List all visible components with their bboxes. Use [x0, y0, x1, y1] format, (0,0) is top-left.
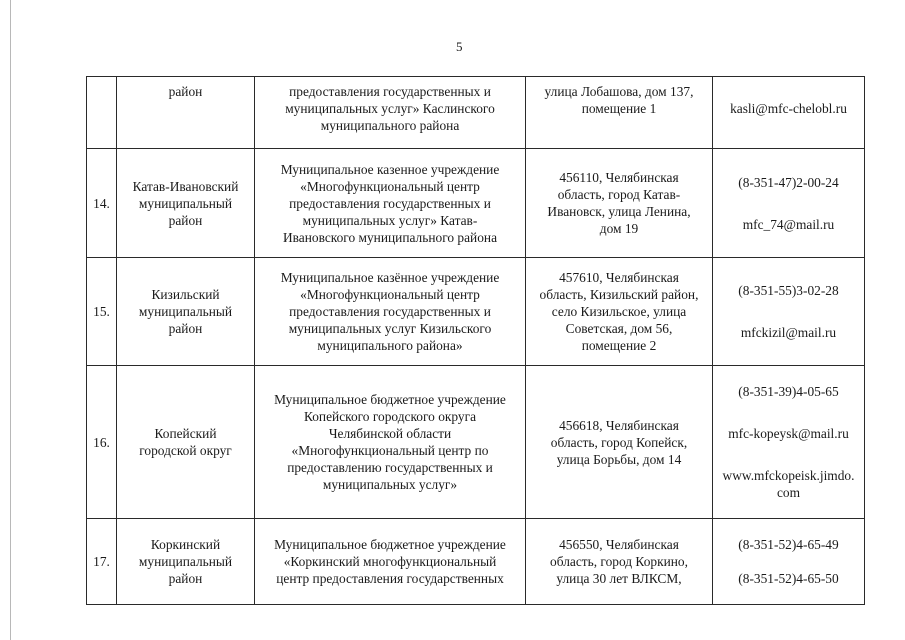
- address-cell: улица Лобашова, дом 137, помещение 1: [526, 77, 713, 149]
- website-text: www.mfckopeisk.jimdo. com: [722, 468, 855, 500]
- row-number-cell: 14.: [87, 149, 117, 258]
- phone-text: (8-351-52)4-65-49: [738, 537, 839, 552]
- address-cell: 456550, Челябинская область, город Коркино, улица 30 лет ВЛКСМ,: [526, 519, 713, 605]
- institution-cell: Муниципальное казённое учреждение «Многофункциональный центр предоставления государственных и муниципальных услуг Кизильского муниципального района»: [255, 258, 526, 366]
- contacts-cell: [713, 366, 865, 519]
- row-number-cell: 17.: [87, 519, 117, 605]
- table-row: [87, 366, 865, 519]
- contacts-cell: [713, 258, 865, 366]
- municipality-cell: район: [117, 77, 255, 149]
- address-cell: 457610, Челябинская область, Кизильский район, село Кизильское, улица Советская, дом 56, помещение 2: [526, 258, 713, 366]
- institution-cell: Муниципальное бюджетное учреждение Копейского городского округа Челябинской области «Многофункциональный центр по предоставлению государственных и муниципальных услуг»: [255, 366, 526, 519]
- email-text: mfckizil@mail.ru: [740, 325, 837, 340]
- table-row: [87, 519, 865, 605]
- mfc-table: [86, 76, 865, 605]
- row-number-cell: 16.: [87, 366, 117, 519]
- scan-edge-line: [10, 0, 11, 640]
- address-cell: 456110, Челябинская область, город Катав- Ивановск, улица Ленина, дом 19: [526, 149, 713, 258]
- row-number-cell: [87, 77, 117, 149]
- table-row: [87, 258, 865, 366]
- municipality-cell: Копейский городской округ: [117, 366, 255, 519]
- table-row: [87, 149, 865, 258]
- email-text: mfc_74@mail.ru: [742, 216, 835, 232]
- municipality-cell: Катав-Ивановский муниципальный район: [117, 149, 255, 258]
- phone-text: (8-351-39)4-05-65: [738, 384, 839, 399]
- contacts-cell: [713, 519, 865, 605]
- row-number-cell: 15.: [87, 258, 117, 366]
- address-cell: 456618, Челябинская область, город Копейск, улица Борьбы, дом 14: [526, 366, 713, 519]
- contacts-cell: [713, 77, 865, 149]
- contacts-cell: [713, 149, 865, 258]
- phone-text: (8-351-47)2-00-24: [738, 174, 839, 190]
- email-text: mfc-kopeysk@mail.ru: [728, 426, 849, 441]
- phone-text: (8-351-52)4-65-50: [738, 571, 839, 586]
- municipality-cell: Кизильский муниципальный район: [117, 258, 255, 366]
- email-text: kasli@mfc-chelobl.ru: [730, 101, 847, 116]
- institution-cell: Муниципальное бюджетное учреждение «Коркинский многофункциональный центр предоставления государственных: [255, 519, 526, 605]
- page-number: 5: [456, 39, 463, 54]
- phone-text: (8-351-55)3-02-28: [738, 283, 839, 298]
- table-row: [87, 77, 865, 149]
- institution-cell: предоставления государственных и муниципальных услуг» Каслинского муниципального района: [255, 77, 526, 149]
- institution-cell: Муниципальное казенное учреждение «Многофункциональный центр предоставления государственных и муниципальных услуг» Катав- Ивановского муниципального района: [255, 149, 526, 258]
- municipality-cell: Коркинский муниципальный район: [117, 519, 255, 605]
